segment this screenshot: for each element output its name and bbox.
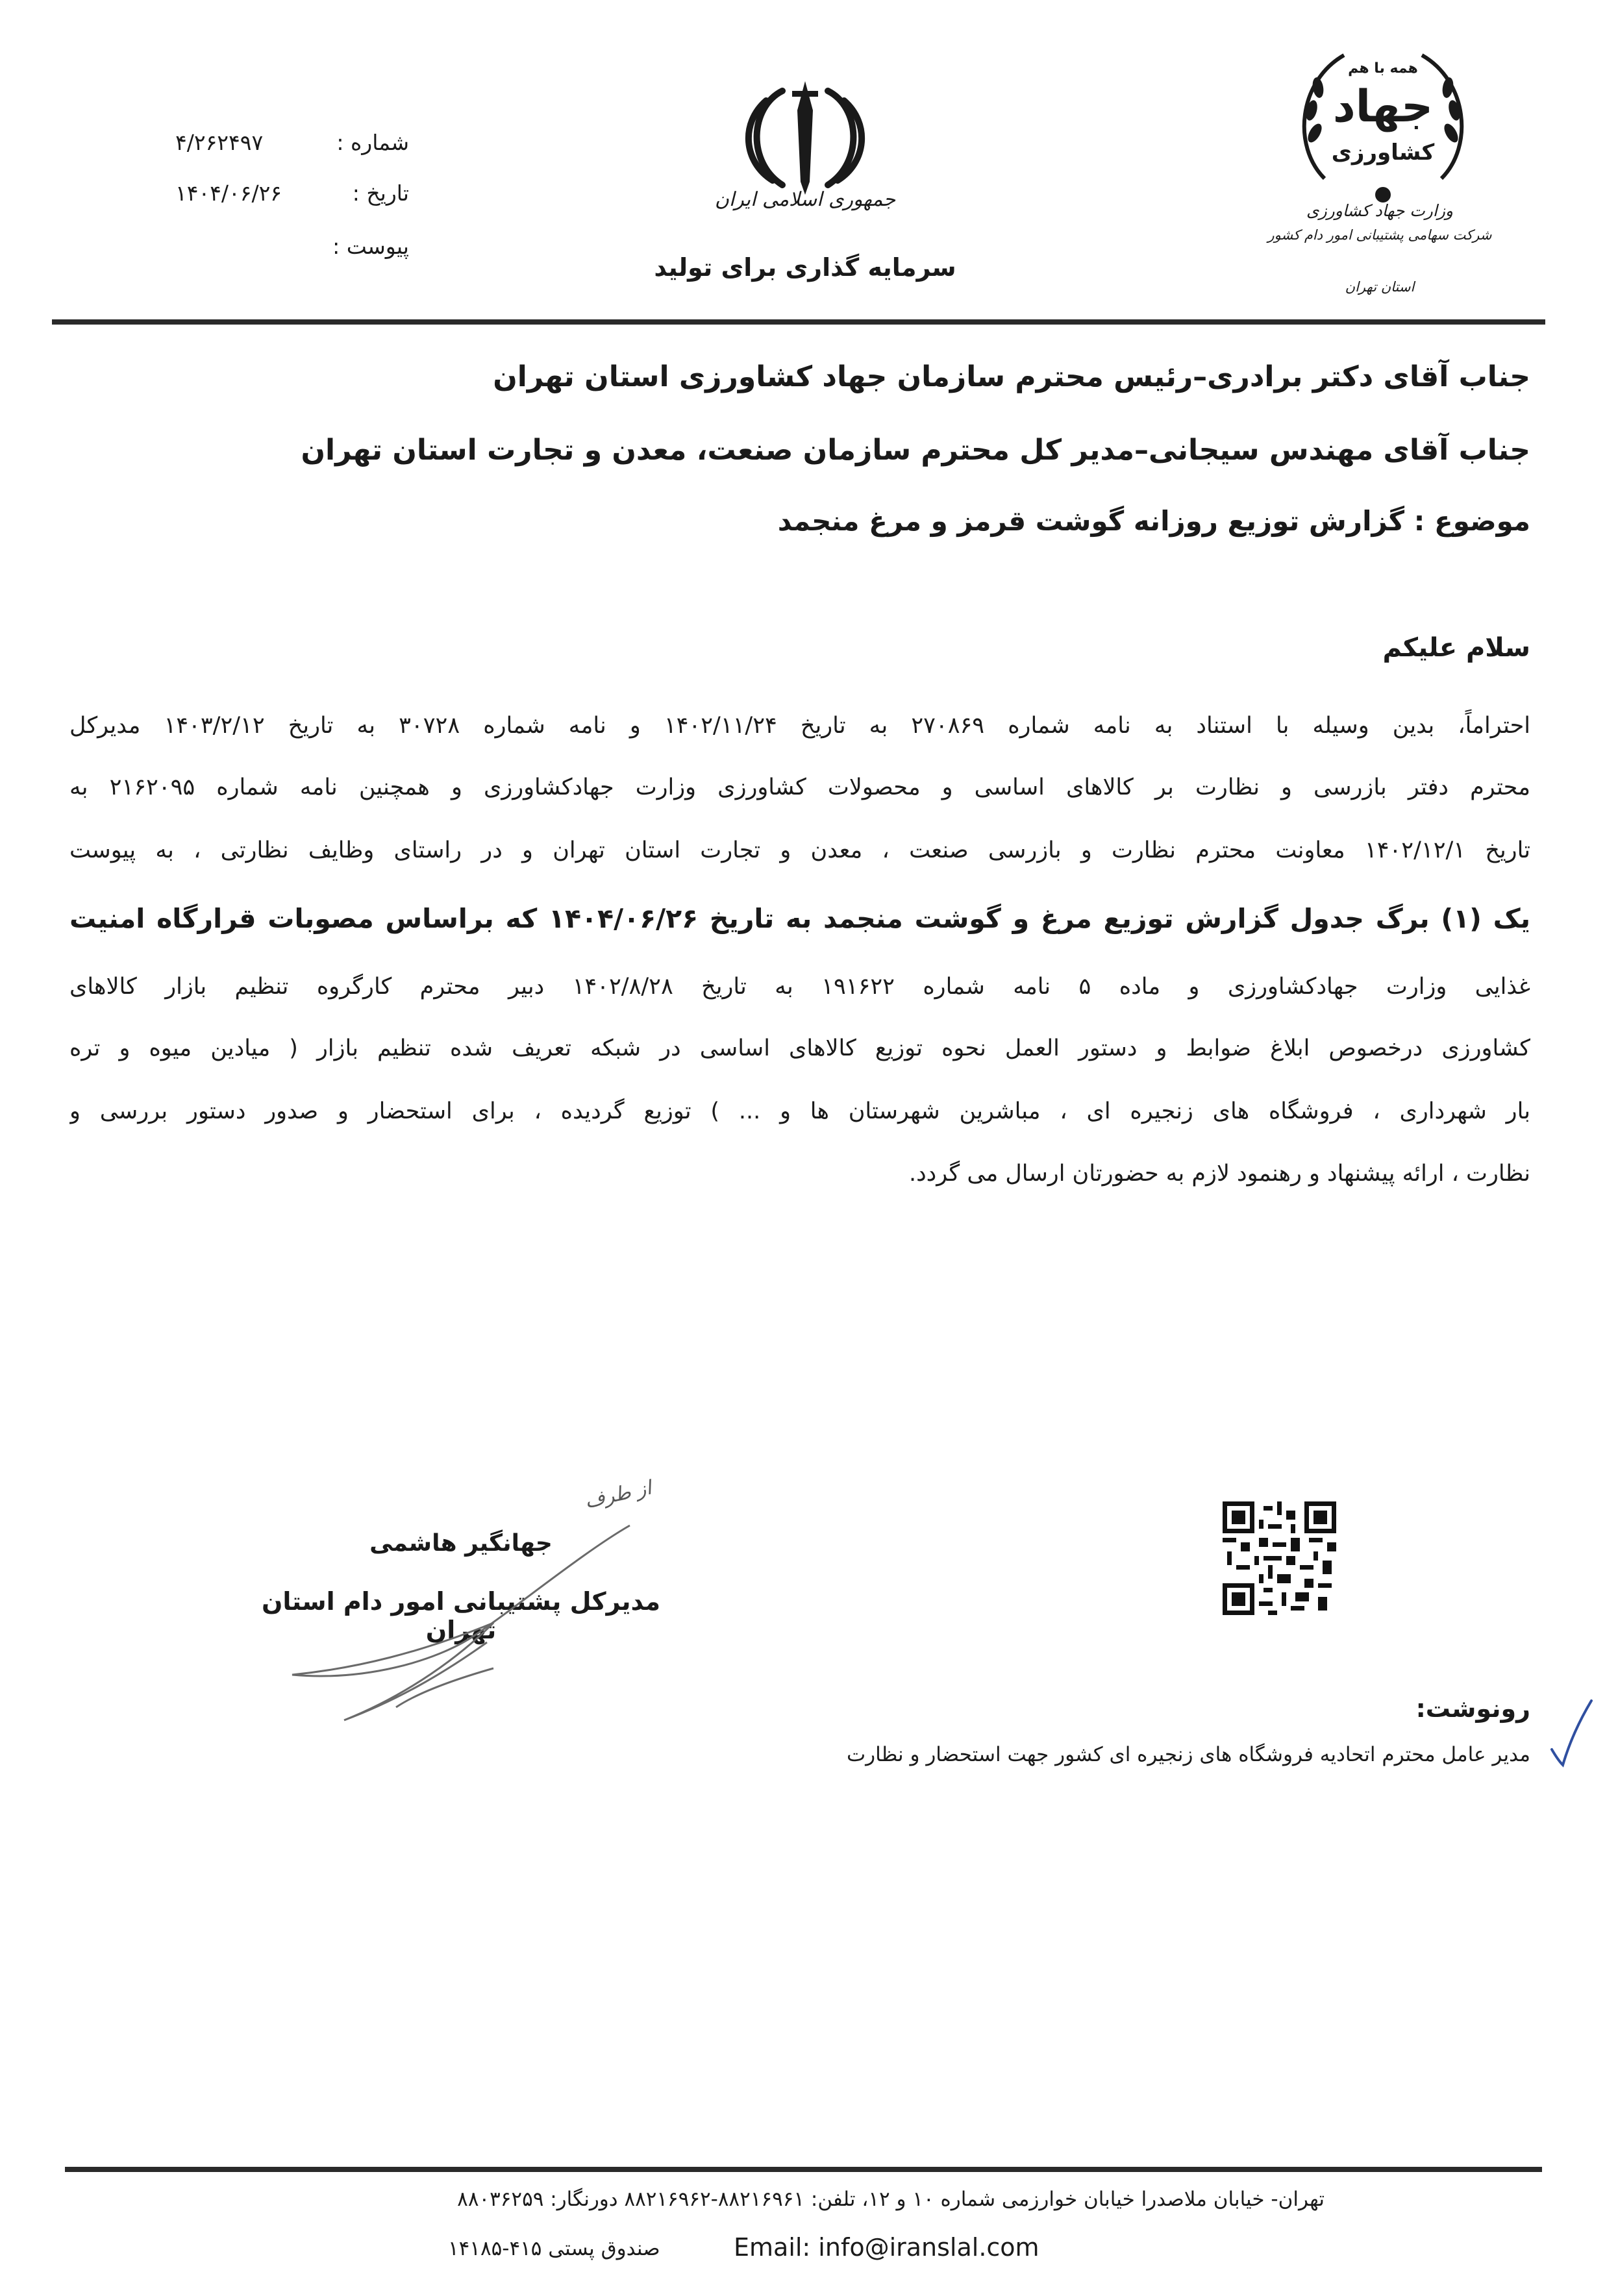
number-label: شماره : — [336, 130, 409, 155]
addressee-1: جناب آقای دکتر برادری–رئیس محترم سازمان جهاد کشاورزی استان تهران — [493, 360, 1530, 393]
footer-email: Email: info@iranslal.com — [734, 2233, 1039, 2262]
header-divider — [52, 319, 1545, 325]
cc-title: رونوشت: — [1415, 1694, 1530, 1723]
body-line-6: کشاورزی درخصوص ابلاغ ضوابط و دستور العمل نحوه توزیع کالاهای اساسی در شبکه تعریف شده تنظیم بازار ( میادین میوه و تره — [69, 1035, 1530, 1061]
logo-second-word: کشاورزی — [1331, 140, 1435, 166]
attachment-label: پیوست : — [332, 234, 409, 259]
letter-attachment — [175, 234, 409, 273]
signatory-title: مدیرکل پشتیبانی امور دام استان تهران — [261, 1587, 660, 1644]
handwritten-note: از طرف — [582, 1476, 654, 1513]
addressee-2: جناب آقای مهندس سیجانی–مدیر کل محترم سازمان صنعت، معدن و تجارت استان تهران — [301, 434, 1530, 467]
letter-number — [175, 130, 409, 169]
logo-company: شرکت سهامی پشتیبانی امور دام کشور — [1267, 227, 1492, 243]
body-line-3: تاریخ ۱۴۰۲/۱۲/۱ معاونت محترم نظارت و بازرسی صنعت ، معدن و تجارت استان تهران و در راستای وظایف نظارتی ، به پیوست — [69, 837, 1530, 863]
letter-date — [175, 180, 409, 219]
footer-divider — [65, 2167, 1542, 2172]
qr-code-icon — [1223, 1501, 1336, 1615]
signatory-name: جهانگیر هاشمی — [369, 1530, 553, 1557]
number-value: ۴/۲۶۲۴۹۷ — [175, 130, 264, 155]
body-line-7: بار شهرداری ، فروشگاه های زنجیره ای ، مباشرین شهرستان ها و ... ) توزیع گردیده ، برای استحضار و صدور دستور بررسی و — [69, 1098, 1530, 1124]
handwritten-signature-icon — [279, 1512, 643, 1736]
body-line-1: احتراماً، بدین وسیله با استناد به نامه شماره ۲۷۰۸۶۹ به تاریخ ۱۴۰۲/۱۱/۲۴ و نامه شماره ۳۰۷۲۸ به تاریخ ۱۴۰۳/۲/۱۲ مدیرکل — [69, 713, 1530, 739]
logo-top-arc: همه با هم — [1348, 60, 1418, 77]
date-label: تاریخ : — [352, 180, 409, 206]
body-line-8: نظارت ، ارائه پیشنهاد و رهنمود لازم به حضورتان ارسال می گردد. — [908, 1161, 1530, 1187]
footer-address: تهران- خیابان ملاصدرا خیابان خوارزمی شماره ۱۰ و ۱۲، تلفن: ۸۸۲۱۶۹۶۱-۸۸۲۱۶۹۶۲ دورنگار: ۸۸۰۳۶۲۵۹ — [457, 2188, 1325, 2211]
cc-recipient: مدیر عامل محترم اتحادیه فروشگاه های زنجیره ای کشور جهت استحضار و نظارت — [847, 1743, 1530, 1766]
logo-ministry: وزارت جهاد کشاورزی — [1306, 201, 1453, 220]
greeting: سلام علیکم — [1382, 633, 1530, 663]
logo-province: استان تهران — [1345, 279, 1415, 295]
slogan: سرمایه گذاری برای تولید — [654, 253, 956, 282]
logo-main-word: جهاد — [1332, 81, 1434, 132]
footer-postal-box: صندوق پستی ۴۱۵-۱۴۱۸۵ — [448, 2237, 660, 2260]
body-line-2: محترم دفتر بازرسی و نظارت بر کالاهای اساسی و محصولات کشاورزی وزارت جهادکشاورزی و همچنین نامه شماره ۲۱۶۲۰۹۵ به — [69, 774, 1530, 800]
body-line-5: غذایی وزارت جهادکشاورزی و ماده ۵ نامه شماره ۱۹۱۶۲۲ به تاریخ ۱۴۰۲/۸/۲۸ دبیر محترم کارگروه تنظیم بازار کالاهای — [69, 974, 1530, 1000]
emblem-caption: جمهوری اسلامی ایران — [714, 188, 896, 211]
date-value: ۱۴۰۴/۰۶/۲۶ — [175, 180, 282, 206]
body-line-4: یک (۱) برگ جدول گزارش توزیع مرغ و گوشت منجمد به تاریخ ۱۴۰۴/۰۶/۲۶ که براساس مصوبات قرارگاه امنیت — [69, 903, 1530, 934]
subject-line: موضوع : گزارش توزیع روزانه گوشت قرمز و مرغ منجمد — [777, 505, 1530, 537]
jihad-keshavarzi-logo — [1292, 36, 1474, 217]
checkmark-icon — [1549, 1697, 1594, 1771]
